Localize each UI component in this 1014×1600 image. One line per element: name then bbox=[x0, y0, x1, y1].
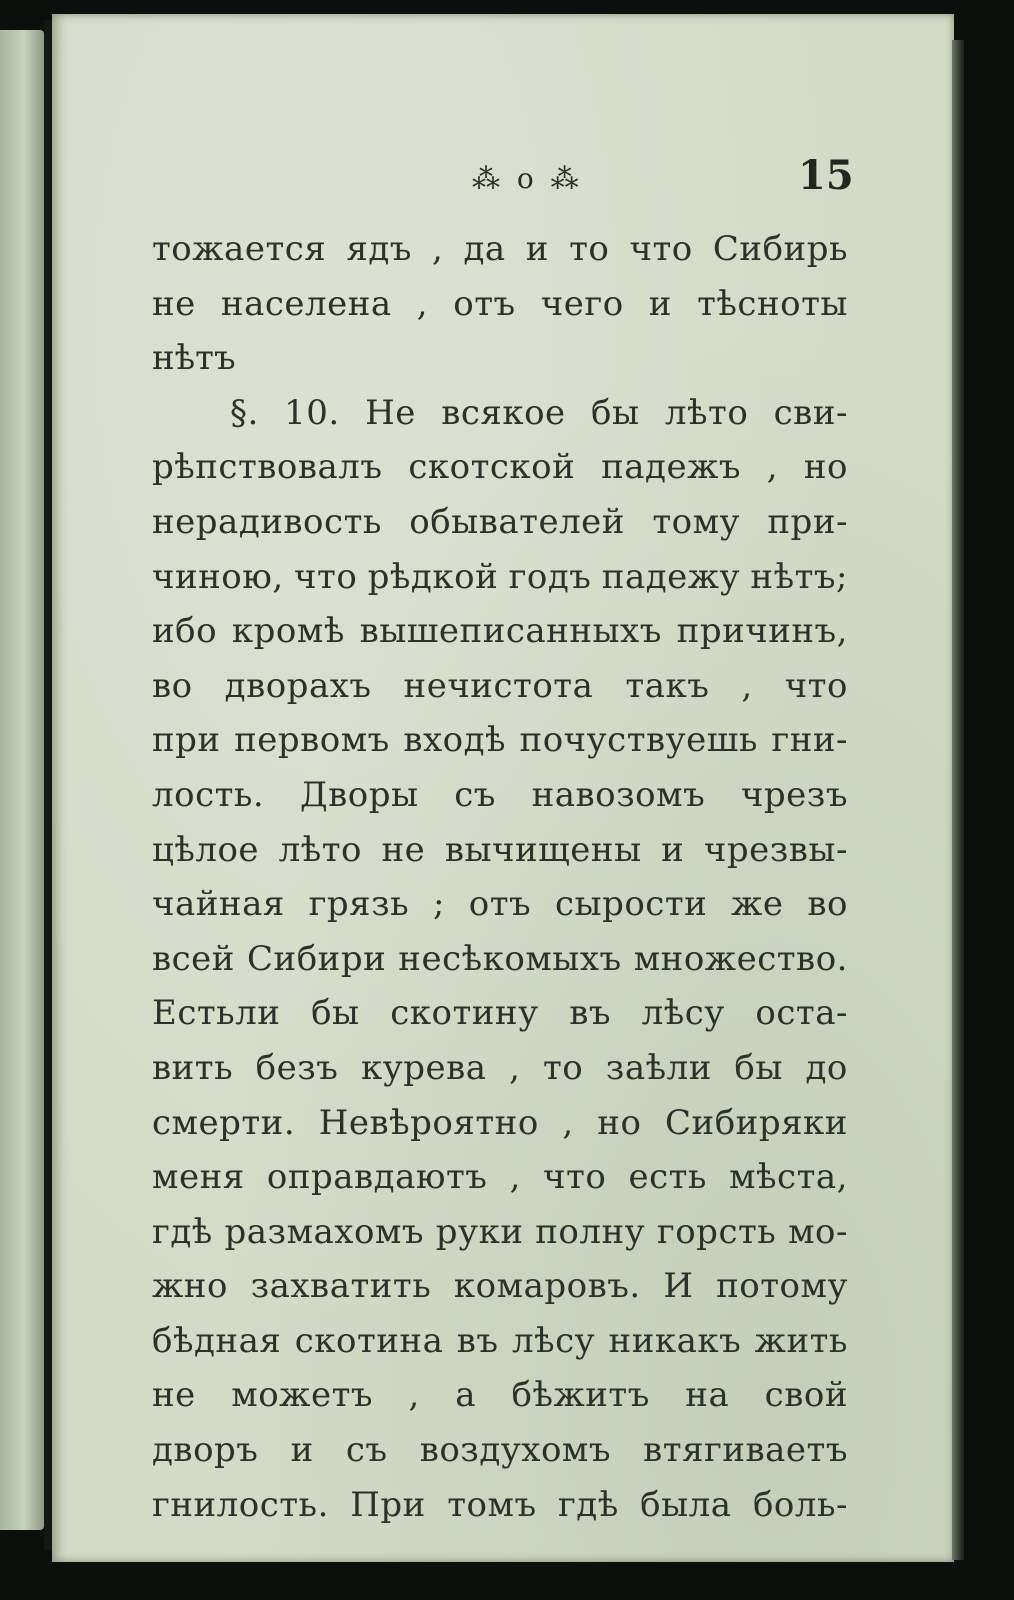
text-line: при первомъ входѣ почуствуешь гни- bbox=[152, 720, 848, 761]
text-line: чиною, что рѣдкой годъ падежу нѣтъ; bbox=[152, 556, 848, 597]
text-line: Естьли бы скотину въ лѣсу оста- bbox=[152, 993, 848, 1034]
text-line: меня оправдаютъ , что есть мѣста, bbox=[152, 1157, 848, 1198]
text-line: цѣлое лѣто не вычищены и чрезвы- bbox=[152, 829, 848, 870]
page-fore-edge bbox=[952, 40, 964, 1560]
page-number: 15 bbox=[798, 152, 854, 199]
text-line: дворъ и съ воздухомъ втягиваетъ bbox=[152, 1430, 848, 1471]
facing-page-edge bbox=[0, 30, 44, 1530]
text-line: лость. Дворы съ навозомъ чрезъ bbox=[152, 774, 848, 815]
text-line: всей Сибири несѣкомыхъ множество. bbox=[152, 938, 848, 979]
text-line: не можетъ , а бѣжитъ на свой bbox=[152, 1375, 848, 1416]
text-line: §. 10. Не всякое бы лѣто сви- bbox=[230, 392, 848, 433]
text-line: рѣпствовалъ скотской падежъ , но bbox=[152, 447, 848, 488]
text-line: гдѣ размахомъ руки полну горсть мо- bbox=[152, 1211, 848, 1252]
text-line: чайная грязь ; отъ сырости же во bbox=[152, 884, 848, 925]
text-line: тожается ядъ , да и то что Сибирь bbox=[152, 229, 848, 269]
header-ornament: ⁂ o ⁂ bbox=[472, 162, 583, 195]
text-line: гнилость. При томъ гдѣ была боль- bbox=[152, 1484, 848, 1525]
text-line: ибо кромѣ вышеписанныхъ причинъ, bbox=[152, 611, 848, 652]
text-line: бѣдная скотина въ лѣсу никакъ жить bbox=[152, 1320, 848, 1361]
text-line: во дворахъ нечистота такъ , что bbox=[152, 665, 848, 706]
book-page bbox=[52, 14, 954, 1562]
text-line: не населена , отъ чего и тѣсноты bbox=[152, 283, 848, 324]
page-header bbox=[52, 154, 954, 204]
text-line: нерадивость обывателей тому при- bbox=[152, 501, 848, 542]
text-line: нѣтъ bbox=[152, 338, 236, 379]
text-line: жно захватить комаровъ. И потому bbox=[152, 1266, 848, 1307]
text-line: вить безъ курева , то заѣли бы до bbox=[152, 1047, 848, 1088]
body-text bbox=[152, 222, 848, 1532]
text-line: смерти. Невѣроятно , но Сибиряки bbox=[152, 1102, 848, 1143]
